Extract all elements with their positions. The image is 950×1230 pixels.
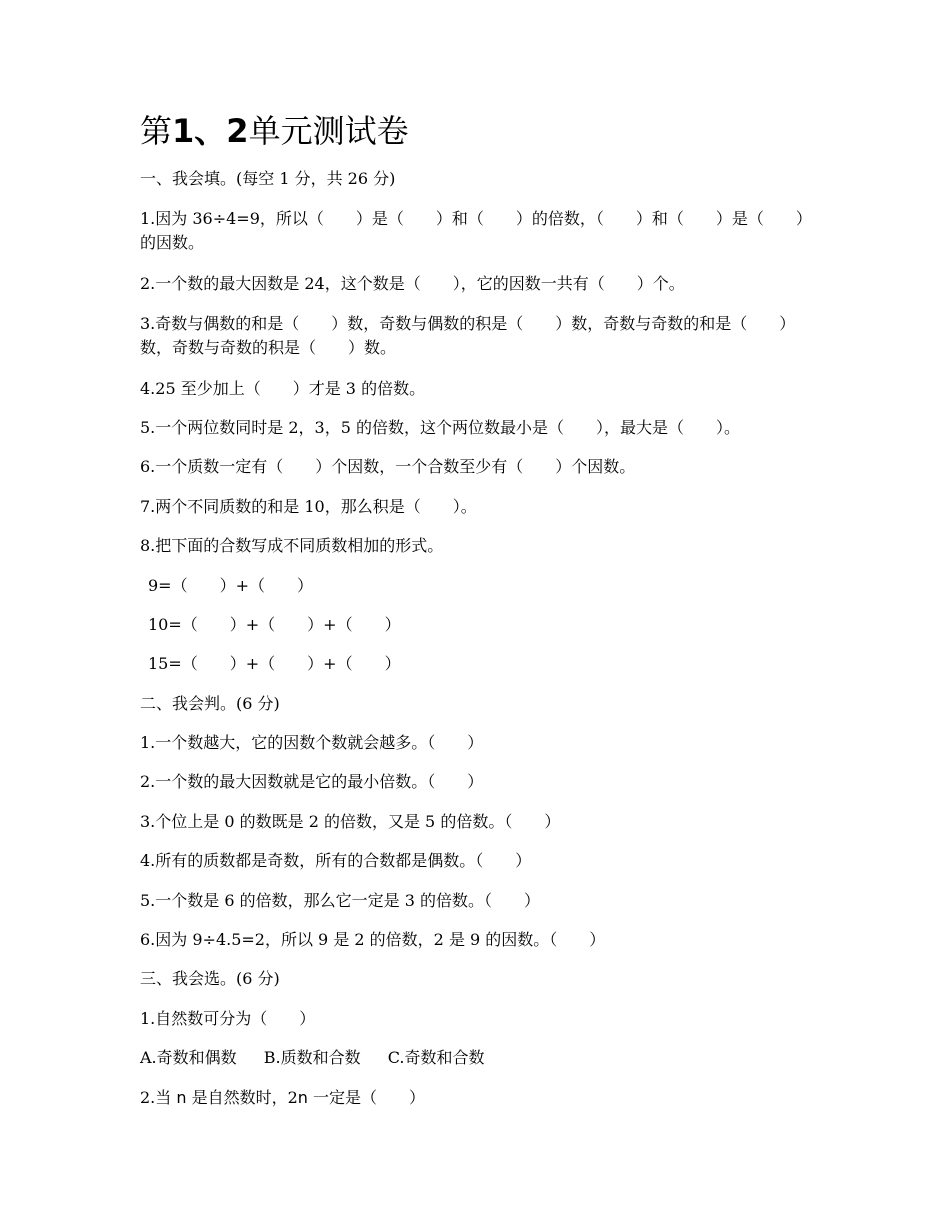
section1-question-7: 7.两个不同质数的和是 10，那么积是（ ）。 bbox=[140, 496, 477, 516]
section3-question-2 bbox=[140, 1087, 820, 1109]
section3-question-1-options bbox=[140, 1047, 820, 1069]
section2-question-1: 1.一个数越大，它的因数个数就会越多。（ ） bbox=[140, 733, 484, 753]
section1-question-8b: 10=（ ）+（ ）+（ ） bbox=[148, 614, 401, 634]
section2-question-4: 4.所有的质数都是奇数，所有的合数都是偶数。（ ） bbox=[140, 851, 532, 871]
title-number: 1、2 bbox=[172, 112, 249, 150]
title-suffix: 单元测试卷 bbox=[248, 112, 409, 150]
section2-question-3: 3.个位上是 0 的数既是 2 的倍数，又是 5 的倍数。（ ） bbox=[140, 811, 561, 831]
section3-question-1: 1.自然数可分为（ ） bbox=[140, 1008, 316, 1028]
section1-question-8: 8.把下面的合数写成不同质数相加的形式。 bbox=[140, 536, 444, 556]
q2-variable-2: n bbox=[297, 1087, 308, 1107]
section2-question-6: 6.因为 9÷4.5=2，所以 9 是 2 的倍数，2 是 9 的因数。（ ） bbox=[140, 930, 606, 950]
section1-question-6: 6.一个质数一定有（ ）个因数，一个合数至少有（ ）个因数。 bbox=[140, 457, 636, 477]
title-prefix: 第 bbox=[140, 112, 173, 150]
section1-heading: 一、我会填。(每空 1 分，共 26 分) bbox=[140, 169, 396, 188]
section1-question-3: 3.奇数与偶数的和是（ ）数，奇数与偶数的积是（ ）数，奇数与奇数的和是（ ）数，奇数与奇数的积是（ ）数。 bbox=[140, 314, 796, 358]
worksheet-page bbox=[140, 108, 820, 1126]
section1-question-2: 2.一个数的最大因数是 24，这个数是（ ），它的因数一共有（ ）个。 bbox=[140, 273, 685, 293]
section1-question-8a: 9=（ ）+（ ） bbox=[148, 575, 313, 595]
q2-suffix: 一定是（ ） bbox=[307, 1087, 426, 1107]
section2-question-2: 2.一个数的最大因数就是它的最小倍数。（ ） bbox=[140, 772, 484, 792]
section1-question-4: 4.25 至少加上（ ）才是 3 的倍数。 bbox=[140, 378, 426, 398]
section1-question-8c: 15=（ ）+（ ）+（ ） bbox=[148, 654, 401, 674]
q2-prefix: 2.当 bbox=[140, 1087, 177, 1107]
option-c: C.奇数和合数 bbox=[387, 1048, 485, 1068]
section1-question-5: 5.一个两位数同时是 2，3，5 的倍数，这个两位数最小是（ ），最大是（ ）。 bbox=[140, 417, 740, 437]
section2-heading: 二、我会判。(6 分) bbox=[140, 693, 280, 713]
section3-heading: 三、我会选。(6 分) bbox=[140, 969, 280, 989]
q2-variable: n bbox=[176, 1087, 187, 1107]
option-a: A.奇数和偶数 bbox=[140, 1048, 237, 1068]
q2-middle: 是自然数时，2 bbox=[186, 1087, 298, 1107]
section1-question-1: 1.因为 36÷4=9，所以（ ）是（ ）和（ ）的倍数，（ ）和（ ）是（ ）的因数。 bbox=[140, 209, 812, 253]
option-b: B.质数和合数 bbox=[263, 1048, 361, 1068]
section2-question-5: 5.一个数是 6 的倍数，那么它一定是 3 的倍数。（ ） bbox=[140, 890, 540, 910]
page-title bbox=[140, 108, 820, 154]
